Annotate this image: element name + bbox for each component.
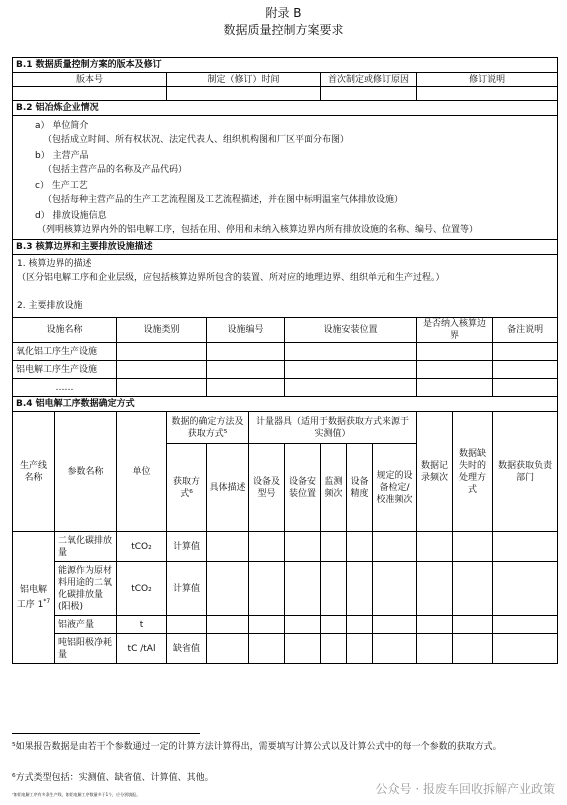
page-title: 数据质量控制方案要求: [223, 23, 344, 37]
param-mode: [167, 616, 207, 634]
facility-note: （列明核算边界内外的铝电解工序，包括在用、停用和未纳入核算边界内所有排放设施的名称、编号、位置等）: [37, 225, 479, 235]
appendix-label: 附录 B: [265, 6, 302, 20]
col-facility-name: 设施名称: [13, 318, 117, 343]
watermark: 公众号 · 报废车回收拆解产业政策: [375, 782, 555, 796]
col-record-frequency: 数据记录频次: [417, 412, 453, 532]
section-b4-title: B.4 铝电解工序数据确定方式: [13, 397, 558, 412]
param-unit: tC /tAl: [117, 634, 167, 664]
col-in-boundary: 是否纳入核算边界: [417, 318, 493, 343]
production-line-name: 铝电解工序 1$^{*7}$: [13, 532, 55, 664]
param-unit: t: [117, 616, 167, 634]
col-monitor-frequency: 监测频次: [321, 444, 347, 532]
facility-row-name: 氧化铝工序生产设施: [13, 343, 117, 361]
param-unit: tCO₂: [117, 532, 167, 562]
company-intro-note: （包括成立时间、所有权状况、法定代表人、组织机构图和厂区平面分布图）: [43, 135, 350, 145]
company-intro-label: a） 单位简介: [35, 121, 89, 131]
col-acquire-mode: 获取方式⁶: [167, 444, 207, 532]
col-facility-location: 设施安装位置: [285, 318, 417, 343]
facility-list-label: 2. 主要排放设施: [17, 301, 83, 311]
process-note: （包括每种主营产品的生产工艺流程图及工艺流程描述，并在图中标明温室气体排放设施）: [43, 195, 404, 205]
param-name: 吨铝阳极净耗量: [55, 634, 117, 664]
boundary-note: （区分铝电解工序和企业层级，应包括核算边界所包含的装置、所对应的地理边界、组织单元和生产过程。）: [17, 273, 445, 283]
param-name: 能源作为原材料用途的二氧化碳排放量(阳极): [55, 562, 117, 616]
footnote-7: ⁷如铝电解工序有多条生产线，如铝电解工序数量多于1个，应分别填报。: [12, 792, 141, 797]
footnote-5: ⁵如果报告数据是由若干个参数通过一定的计算方法计算得出，需要填写计算公式以及计算公式中的每一个参数的获取方式。: [12, 742, 502, 752]
col-version: 版本号: [13, 73, 167, 87]
col-device-location: 设备安装位置: [285, 444, 321, 532]
col-revision-time: 制定（修订）时间: [167, 73, 321, 87]
version-cell[interactable]: [13, 87, 167, 101]
param-mode: 计算值: [167, 532, 207, 562]
revision-note-cell[interactable]: [417, 87, 558, 101]
col-device-model: 设备及型号: [249, 444, 285, 532]
facility-label: d） 排放设施信息: [35, 211, 107, 221]
param-mode: 缺省值: [167, 634, 207, 664]
section-b1-title: B.1 数据质量控制方案的版本及修订: [13, 58, 558, 73]
col-remark: 备注说明: [493, 318, 558, 343]
param-mode: 计算值: [167, 562, 207, 616]
param-name: 二氧化碳排放量: [55, 532, 117, 562]
revision-reason-cell[interactable]: [321, 87, 417, 101]
quality-control-table: [12, 57, 558, 664]
col-facility-no: 设施编号: [207, 318, 285, 343]
footnote-divider: [12, 733, 200, 734]
col-facility-type: 设施类别: [117, 318, 207, 343]
boundary-label: 1. 核算边界的描述: [17, 259, 92, 269]
col-determination-method: 数据的确定方法及获取方式⁵: [167, 412, 249, 444]
facility-row-ellipsis: ……: [13, 379, 117, 397]
process-label: c） 生产工艺: [35, 181, 88, 191]
col-description: 具体描述: [207, 444, 249, 532]
section-b3-title: B.3 核算边界和主要排放设施描述: [13, 240, 558, 255]
param-name: 铝液产量: [55, 616, 117, 634]
col-meter: 计量器具（适用于数据获取方式来源于实测值）: [249, 412, 417, 444]
param-unit: tCO₂: [117, 562, 167, 616]
col-calibration-frequency: 规定的设备检定/校准频次: [373, 444, 417, 532]
col-revision-note: 修订说明: [417, 73, 558, 87]
col-unit: 单位: [117, 412, 167, 532]
col-line-name: 生产线名称: [13, 412, 55, 532]
footnote-6: ⁶方式类型包括：实测值、缺省值、计算值、其他。: [12, 773, 214, 783]
main-product-label: b） 主营产品: [35, 151, 89, 161]
col-responsible-dept: 数据获取负责部门: [493, 412, 558, 532]
col-device-precision: 设备精度: [347, 444, 373, 532]
col-revision-reason: 首次制定或修订原因: [321, 73, 417, 87]
col-missing-handling: 数据缺失时的处理方式: [453, 412, 493, 532]
main-product-note: （包括主营产品的名称及产品代码）: [43, 165, 188, 175]
section-b2-title: B.2 铝冶炼企业情况: [13, 101, 558, 116]
col-param-name: 参数名称: [55, 412, 117, 532]
revision-time-cell[interactable]: [167, 87, 321, 101]
facility-row-name: 铝电解工序生产设施: [13, 361, 117, 379]
